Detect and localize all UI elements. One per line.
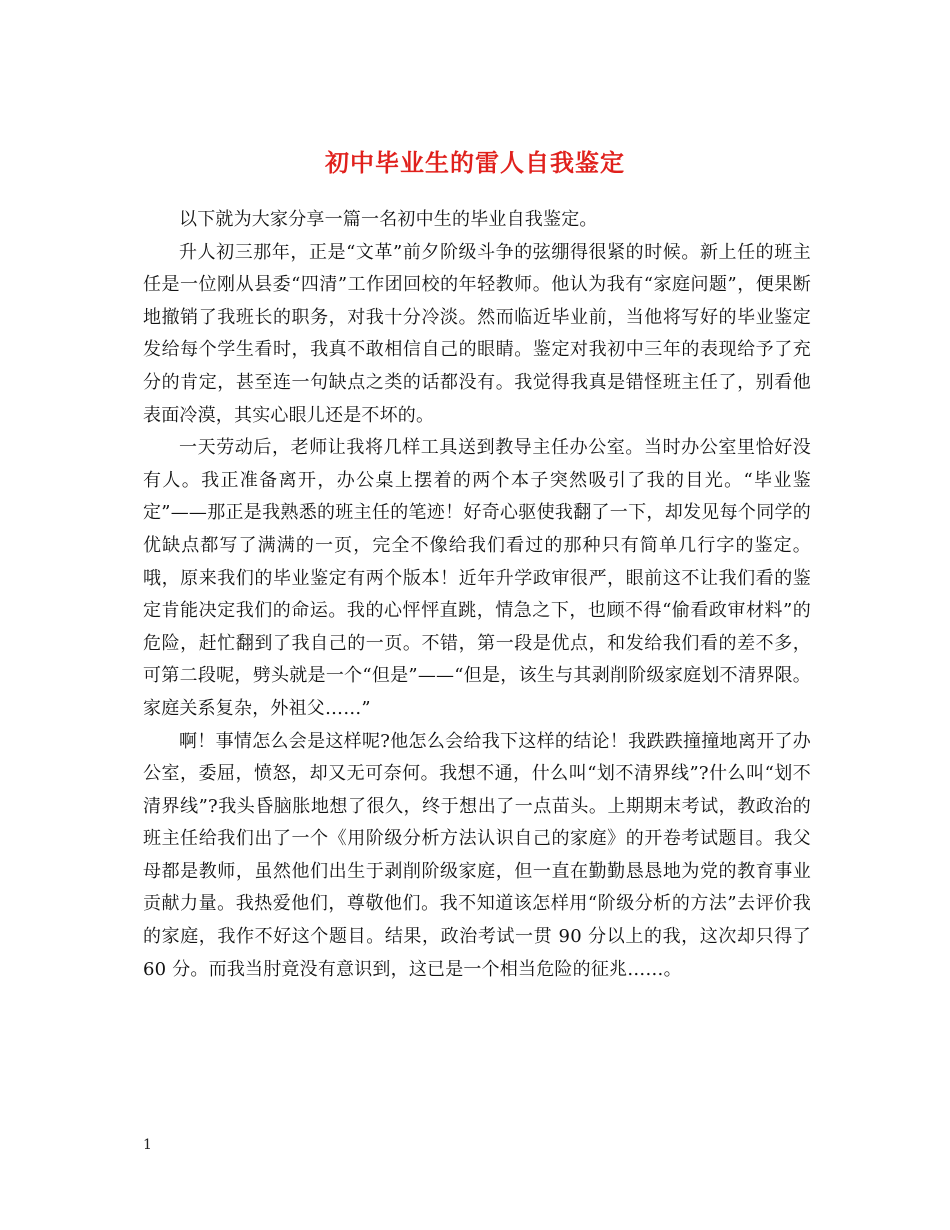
- page-number: 1: [143, 1137, 152, 1153]
- paragraph-2: 一天劳动后，老师让我将几样工具送到教导主任办公室。当时办公室里恰好没有人。我正准备离开，办公桌上摆着的两个本子突然吸引了我的目光。“毕业鉴定”——那正是我熟悉的班主任的笔迹！好奇心驱使我翻了一下，却发见每个同学的优缺点都写了满满的一页，完全不像给我们看过的那种只有简单几行字的鉴定。哦，原来我们的毕业鉴定有两个版本！近年升学政审很严，眼前这不让我们看的鉴定肯能决定我们的命运。我的心怦怦直跳，情急之下，也顾不得“偷看政审材料”的危险，赶忙翻到了我自己的一页。不错，第一段是优点，和发给我们看的差不多，可第二段呢，劈头就是一个“但是”——“但是，该生与其剥削阶级家庭划不清界限。家庭关系复杂，外祖父……”: [143, 437, 811, 719]
- document-body: [143, 204, 811, 986]
- paragraph-1: 升人初三那年，正是“文革”前夕阶级斗争的弦绷得很紧的时候。新上任的班主任是一位刚从县委“四清”工作团回校的年轻教师。他认为我有“家庭问题”，便果断地撤销了我班长的职务，对我十分冷淡。然而临近毕业前，当他将写好的毕业鉴定发给每个学生看时，我真不敢相信自己的眼睛。鉴定对我初中三年的表现给予了充分的肯定，甚至连一句缺点之类的话都没有。我觉得我真是错怪班主任了，别看他表面冷漠，其实心眼儿还是不坏的。: [143, 241, 811, 426]
- document-title: 初中毕业生的雷人自我鉴定: [325, 148, 625, 178]
- paragraph-3: 啊！事情怎么会是这样呢?他怎么会给我下这样的结论！我跌跌撞撞地离开了办公室，委屈，愤怒，却又无可奈何。我想不通，什么叫“划不清界线”?什么叫“划不清界线”?我头昏脑胀地想了很久，终于想出了一点苗头。上期期末考试，教政治的班主任给我们出了一个《用阶级分析方法认识自己的家庭》的开卷考试题目。我父母都是教师，虽然他们出生于剥削阶级家庭，但一直在勤勤恳恳地为党的教育事业贡献力量。我热爱他们，尊敬他们。我不知道该怎样用“阶级分析的方法”去评价我的家庭，我作不好这个题目。结果，政治考试一贯 90 分以上的我，这次却只得了 60 分。而我当肘竟没有意识到，这已是一个相当危险的征兆……。: [143, 730, 811, 980]
- intro-paragraph: 以下就为大家分享一篇一名初中生的毕业自我鉴定。: [179, 209, 598, 230]
